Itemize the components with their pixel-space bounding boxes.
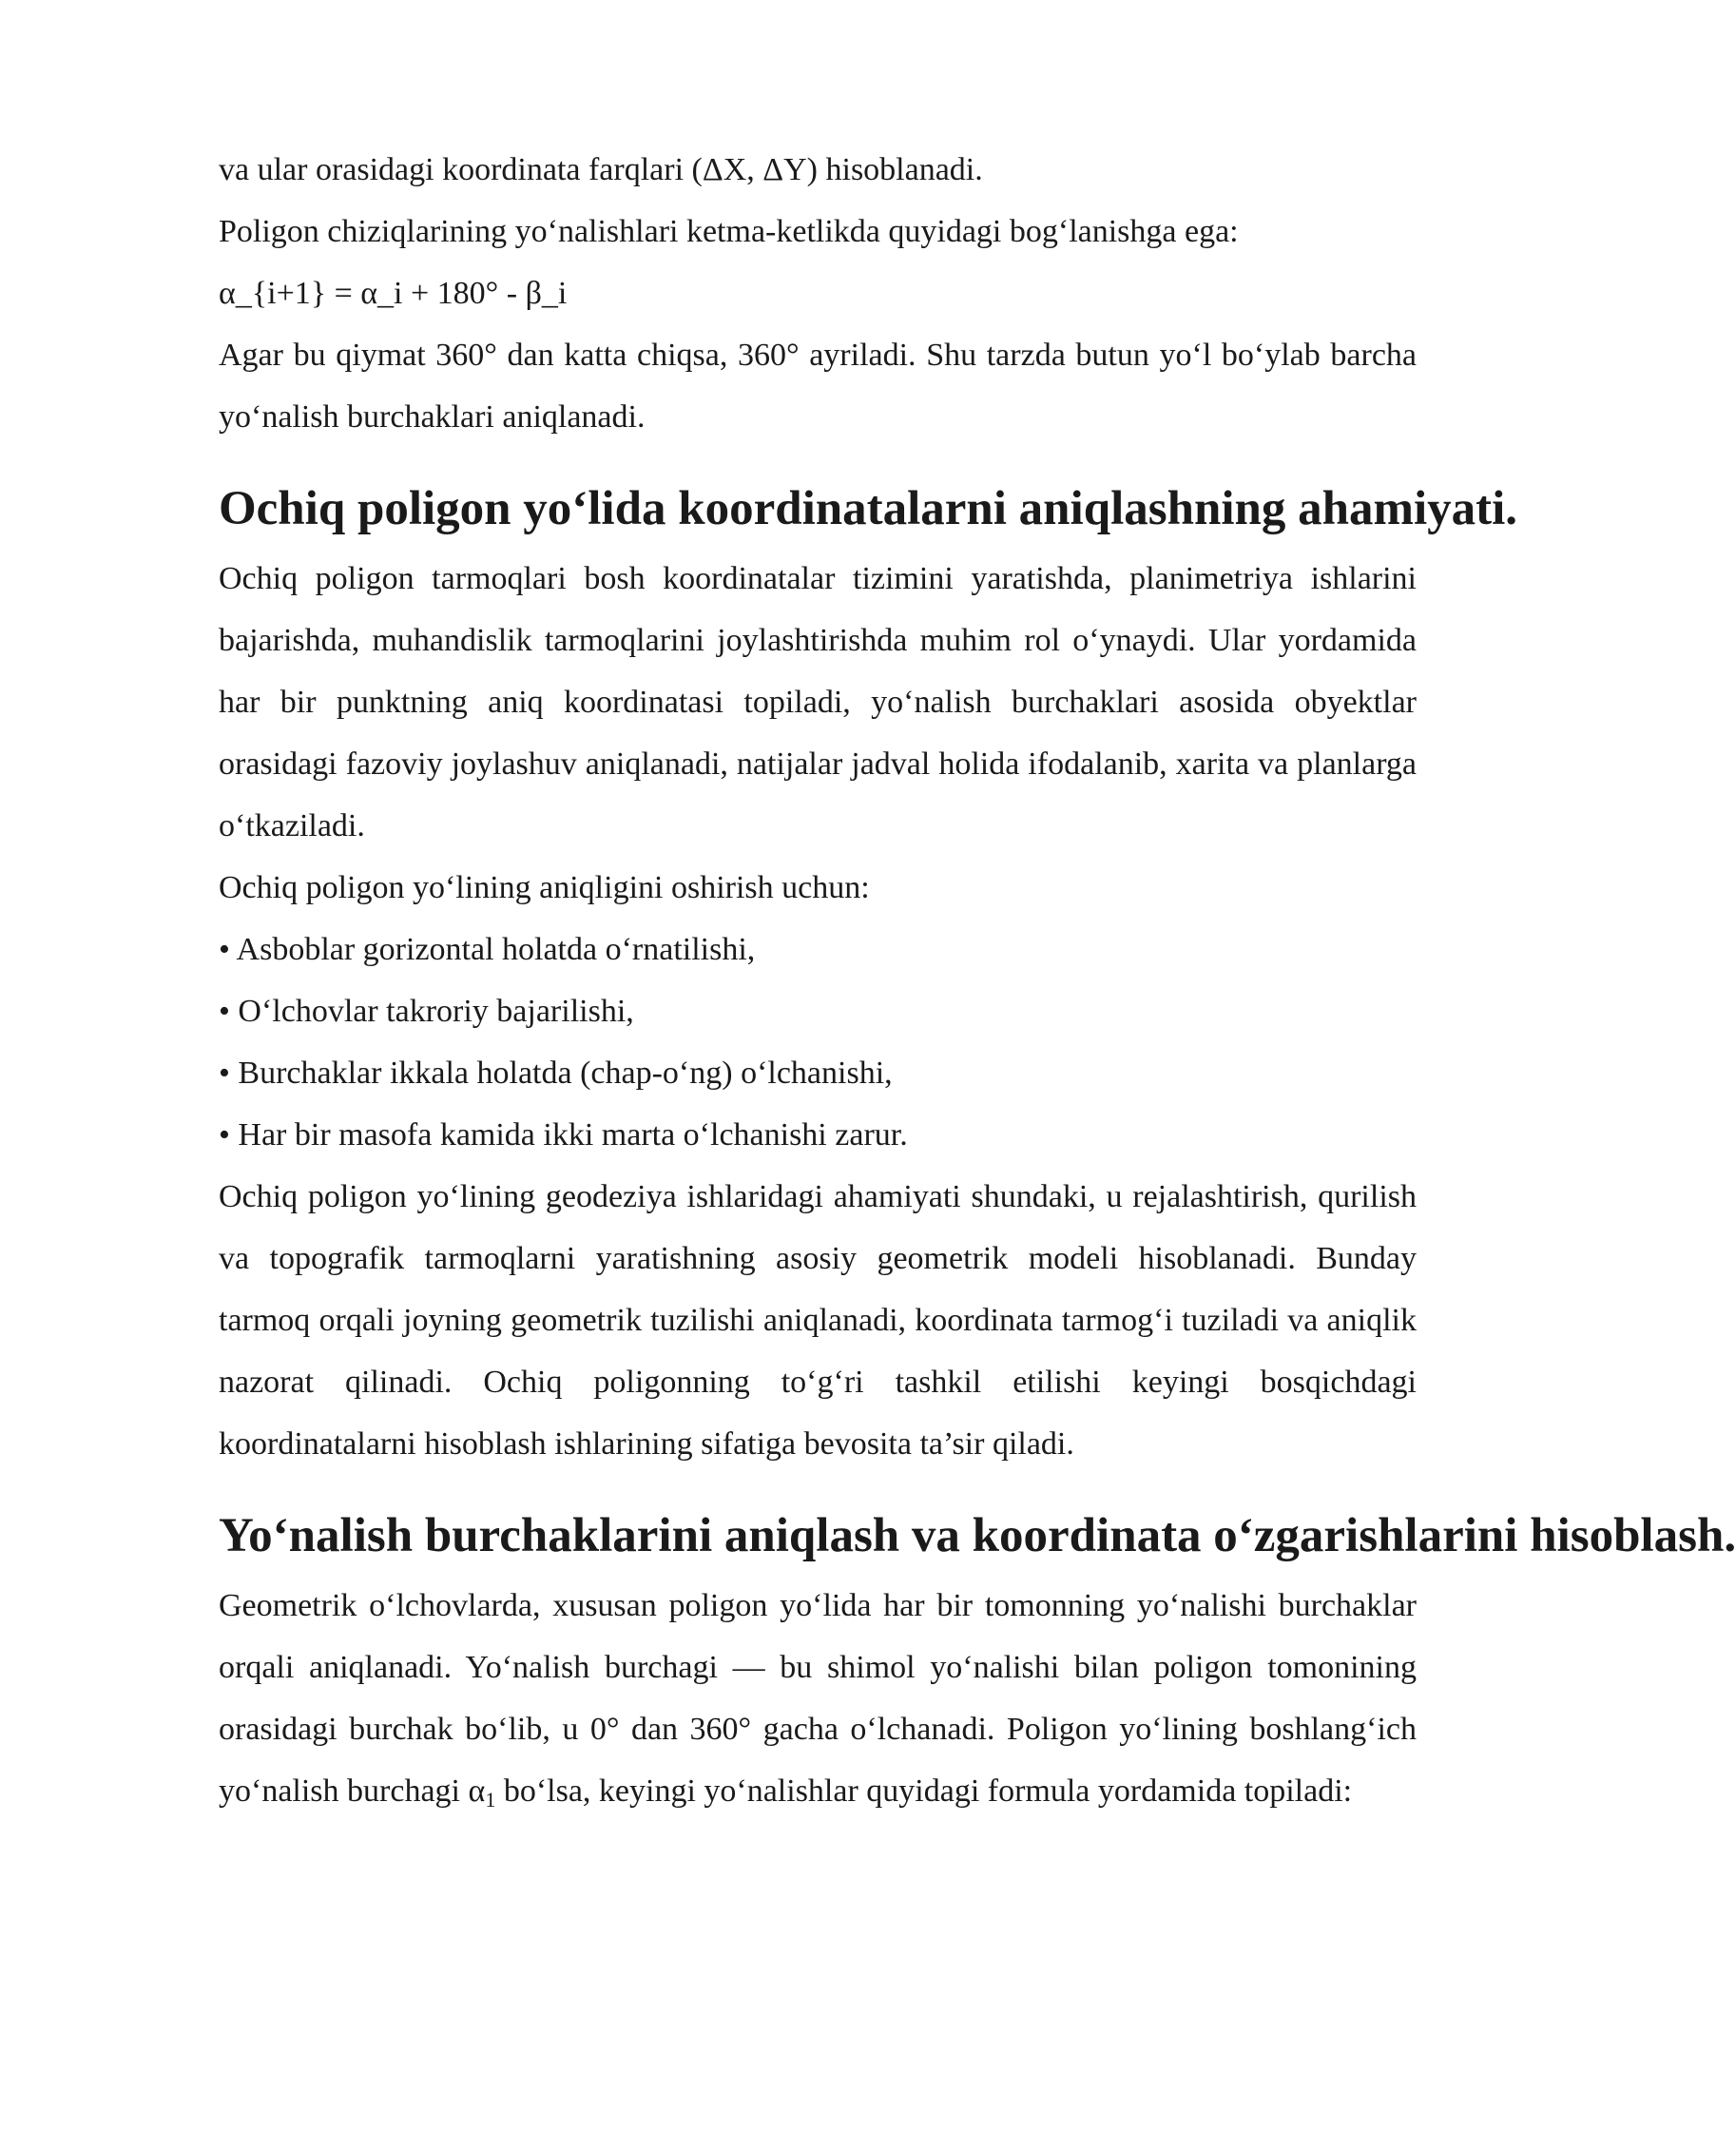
subscript: 1 [485, 1788, 496, 1812]
paragraph: Ochiq poligon yo‘lining geodeziya ishlaridagi ahamiyati shundaki, u rejalashtirish, qurilish va topografik tarmoqlarni yaratishning asosiy geometrik modeli hisoblanadi. Bunday tarmoq orqali joyning geometrik tuzilishi aniqlanadi, koordinata tarmog‘i tuziladi va aniqlik nazorat qilinadi. Ochiq poligonning to‘g‘ri tashkil etilishi keyingi bosqichdagi koordinatalarni hisoblash ishlarining sifatiga bevosita ta’sir qiladi. [219, 1179, 1417, 1462]
list-item: • Har bir masofa kamida ikki marta o‘lchanishi zarur. [219, 1117, 908, 1153]
list-item: • Asboblar gorizontal holatda o‘rnatilishi, [219, 932, 756, 967]
section-heading: Yo‘nalish burchaklarini aniqlash va koordinata o‘zgarishlarini hisoblash. [219, 1509, 1736, 1562]
text-line: va ular orasidagi koordinata farqlari (ΔX, ΔY) hisoblanadi. [219, 152, 983, 187]
paragraph: Ochiq poligon tarmoqlari bosh koordinatalar tizimini yaratishda, planimetriya ishlarini bajarishda, muhandislik tarmoqlarini joylashtirishda muhim rol o‘ynaydi. Ular yordamida har bir punktning aniq koordinatasi topiladi, yo‘nalish burchaklari asosida obyektlar orasidagi fazoviy joylashuv aniqlanadi, natijalar jadval holida ifodalanib, xarita va planlarga o‘tkaziladi. [219, 561, 1417, 843]
list-intro: Ochiq poligon yo‘lining aniqligini oshirish uchun: [219, 870, 870, 905]
text-line: Poligon chiziqlarining yo‘nalishlari ketma-ketlikda quyidagi bog‘lanishga ega: [219, 214, 1239, 249]
section-heading: Ochiq poligon yo‘lida koordinatalarni aniqlashning ahamiyati. [219, 482, 1518, 535]
document-body [219, 139, 1736, 1822]
paragraph: Agar bu qiymat 360° dan katta chiqsa, 360° ayriladi. Shu tarzda butun yo‘l bo‘ylab barcha yo‘nalish burchaklari aniqlanadi. [219, 338, 1417, 435]
paragraph-text: bo‘lsa, keyingi yo‘nalishlar quyidagi formula yordamida topiladi: [495, 1773, 1353, 1809]
formula-line: α_{i+1} = α_i + 180° - β_i [219, 276, 568, 311]
list-item: • O‘lchovlar takroriy bajarilishi, [219, 994, 634, 1029]
paragraph [219, 1575, 1417, 1822]
paragraph-text: Geometrik o‘lchovlarda, xususan poligon yo‘lida har bir tomonning yo‘nalishi burchaklar orqali aniqlanadi. Yo‘nalish burchagi — bu shimol yo‘nalishi bilan poligon tomonining orasidagi burchak bo‘lib, u 0° dan 360° gacha o‘lchanadi. Poligon yo‘lining boshlang‘ich yo‘nalish burchagi α [219, 1588, 1417, 1809]
list-item: • Burchaklar ikkala holatda (chap-o‘ng) o‘lchanishi, [219, 1056, 893, 1091]
